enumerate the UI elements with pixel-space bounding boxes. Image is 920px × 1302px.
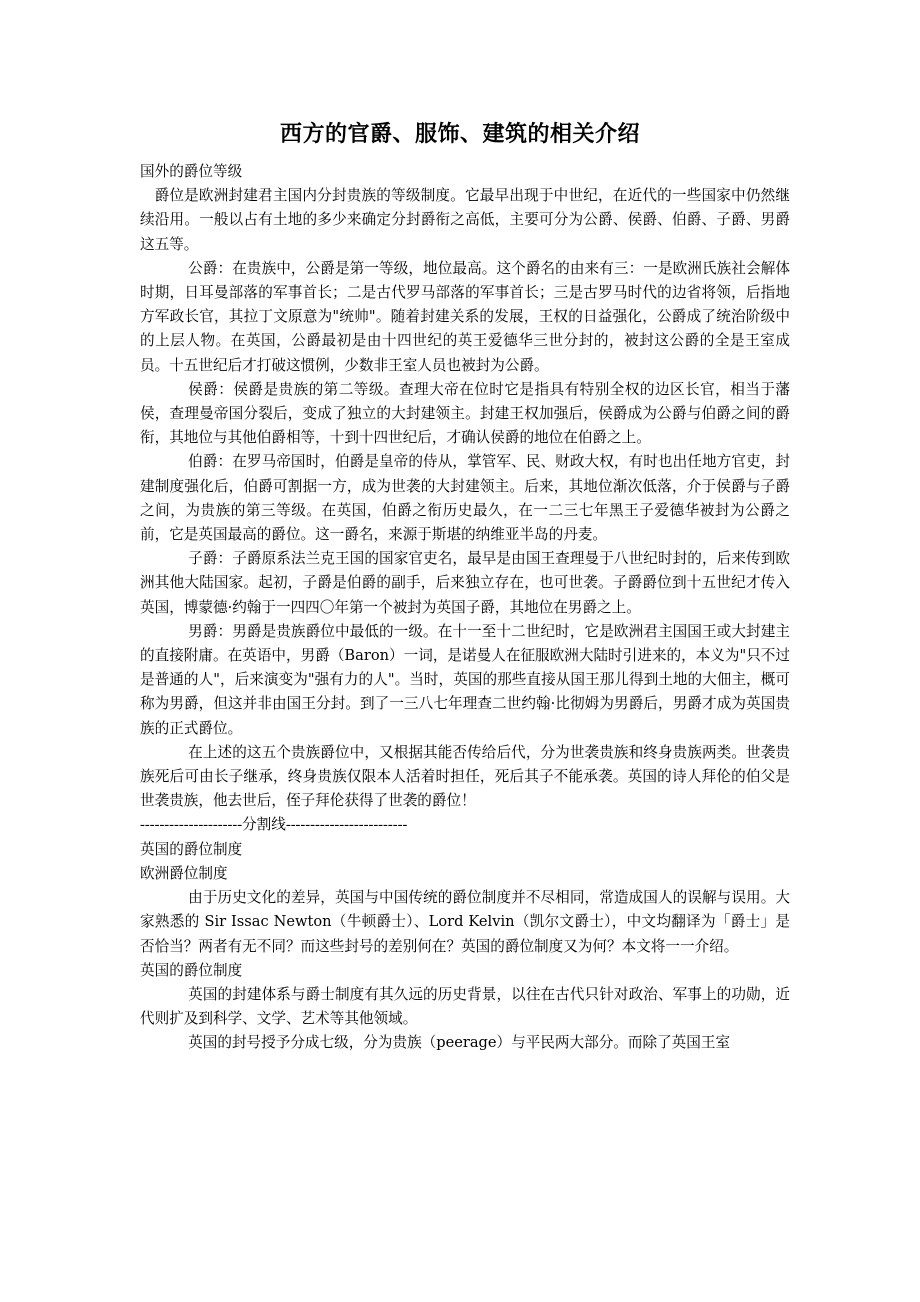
paragraph-hereditary: 在上述的这五个贵族爵位中，又根据其能否传给后代，分为世袭贵族和终身贵族两类。世袭贵族死后可由长子继承，终身贵族仅限本人活着时担任，死后其子不能承袭。英国的诗人拜伦的伯父是世袭贵族，他去世后，侄子拜伦获得了世袭的爵位！ [140, 743, 790, 810]
paragraph-duke: 公爵：在贵族中，公爵是第一等级，地位最高。这个爵名的由来有三：一是欧洲氏族社会解体时期，日耳曼部落的军事首长；二是古代罗马部落的军事首长；三是古罗马时代的边省将领，后指地方军政长官，其拉丁文原意为"统帅"。随着封建关系的发展，王权的日益强化，公爵成了统治阶级中的上层人物。在英国，公爵最初是由十四世纪的英王爱德华三世分封的，被封这公爵的全是王室成员。十五世纪后才打破这惯例，少数非王室人员也被封为公爵。 [140, 259, 790, 374]
page-title: 西方的官爵、服饰、建筑的相关介绍 [279, 121, 640, 147]
paragraph-seven-levels: 英国的封号授予分成七级，分为贵族（peerage）与平民两大部分。而除了英国王室 [188, 1034, 731, 1052]
paragraph-differences: 由于历史文化的差异，英国与中国传统的爵位制度并不尽相同，常造成国人的误解与误用。大家熟悉的 Sir Issac Newton（牛顿爵士）、Lord Kelvin（凯尔文爵士），中文均翻译为「爵士」是否恰当？两者有无不同？而这些封号的差别何在？英国的爵位制度又为何？本文将一一介绍。 [140, 889, 790, 955]
paragraph-baron: 男爵：男爵是贵族爵位中最低的一级。在十一至十二世纪时，它是欧洲君主国国王或大封建主的直接附庸。在英语中，男爵（Baron）一词，是诺曼人在征服欧洲大陆时引进来的，本义为"只不过是普通的人"，后来演变为"强有力的人"。当时，英国的那些直接从国王那儿得到土地的大佃主，概可称为男爵，但这并非由国王分封。到了一三八七年理查二世约翰·比彻姆为男爵后，男爵才成为英国贵族的正式爵位。 [140, 622, 790, 737]
section-heading-european: 欧洲爵位制度 [140, 864, 228, 882]
paragraph-viscount: 子爵：子爵原系法兰克王国的国家官吏名，最早是由国王查理曼于八世纪时封的，后来传到欧洲其他大陆国家。起初，子爵是伯爵的副手，后来独立存在，也可世袭。子爵爵位到十五世纪才传入英国，博蒙德·约翰于一四四〇年第一个被封为英国子爵，其地位在男爵之上。 [140, 550, 790, 616]
section-divider: ---------------------分割线------------------------- [140, 817, 408, 834]
section-heading-british: 英国的爵位制度 [140, 840, 243, 858]
paragraph-earl: 伯爵：在罗马帝国时，伯爵是皇帝的侍从，掌管军、民、财政大权，有时也出任地方官吏，封建制度强化后，伯爵可割据一方，成为世袭的大封建领主。后来，其地位渐次低落，介于侯爵与子爵之间，为贵族的第三等级。在英国，伯爵之衔历史最久，在一二三七年黑王子爱德华被封为公爵之前，它是英国最高的爵位。这一爵名，来源于斯堪的纳维亚半岛的丹麦。 [140, 453, 790, 544]
paragraph-history: 英国的封建体系与爵士制度有其久远的历史背景，以往在古代只针对政治、军事上的功勋，近代则扩及到科学、文学、艺术等其他领域。 [140, 985, 790, 1028]
section-heading-ranks: 国外的爵位等级 [140, 163, 243, 180]
document-body [140, 160, 790, 1056]
section-heading-british-2: 英国的爵位制度 [140, 961, 243, 979]
paragraph-marquess: 侯爵：侯爵是贵族的第二等级。查理大帝在位时它是指具有特别全权的边区长官，相当于藩侯，查理曼帝国分裂后，变成了独立的大封建领主。封建王权加强后，侯爵成为公爵与伯爵之间的爵衔，其地位与其他伯爵相等，十到十四世纪后，才确认侯爵的地位在伯爵之上。 [140, 380, 790, 447]
paragraph-intro: 爵位是欧洲封建君主国内分封贵族的等级制度。它最早出现于中世纪，在近代的一些国家中仍然继续沿用。一般以占有土地的多少来确定分封爵衔之高低，主要可分为公爵、侯爵、伯爵、子爵、男爵这五等。 [140, 187, 790, 253]
